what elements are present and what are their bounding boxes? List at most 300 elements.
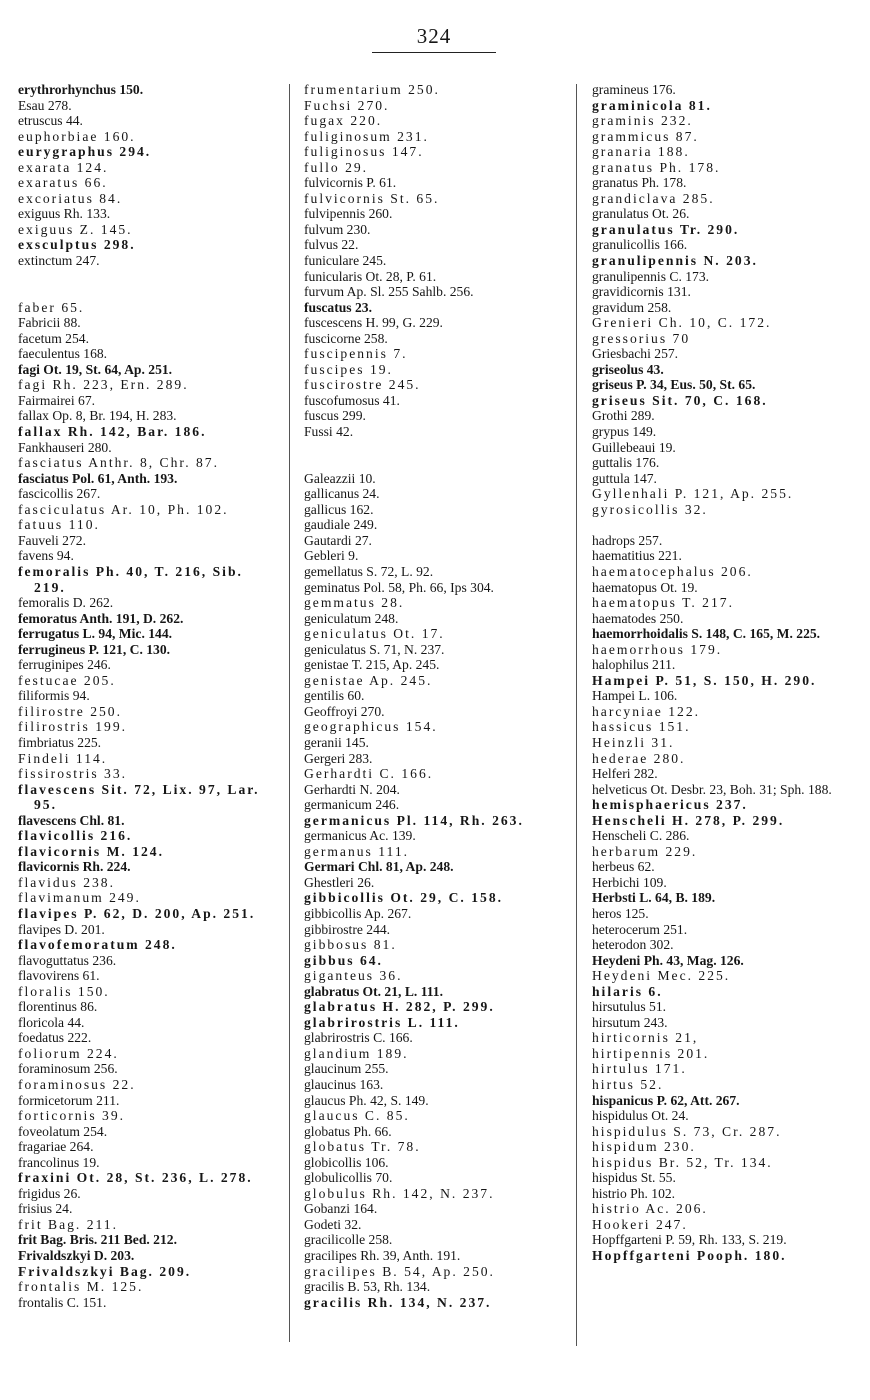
index-entry-text: graminicola 81. bbox=[592, 97, 712, 113]
index-entry bbox=[304, 859, 566, 875]
index-entry bbox=[304, 1201, 566, 1217]
index-entry bbox=[304, 548, 566, 564]
index-entry bbox=[18, 424, 280, 440]
index-entry bbox=[18, 1186, 280, 1202]
index-entry bbox=[304, 346, 566, 362]
index-entry bbox=[18, 377, 280, 393]
index-entry bbox=[304, 533, 566, 549]
index-entry-text: Helferi 282. bbox=[592, 766, 658, 782]
index-entry-text: gibbirostre 244. bbox=[304, 921, 391, 937]
index-entry bbox=[304, 1186, 566, 1202]
index-entry-text: Gerhardti N. 204. bbox=[304, 781, 400, 797]
index-entry-text: Gobanzi 164. bbox=[304, 1201, 378, 1217]
index-entry-text: floralis 150. bbox=[18, 983, 110, 999]
index-entry-text: histrio Ac. 206. bbox=[592, 1201, 708, 1217]
index-entry bbox=[18, 191, 280, 207]
index-entry-text: hirtus 52. bbox=[592, 1077, 664, 1092]
index-entry-text: faeculentus 168. bbox=[18, 346, 108, 362]
index-entry bbox=[592, 1124, 862, 1140]
index-entry bbox=[592, 1155, 862, 1171]
index-entry bbox=[304, 1139, 566, 1155]
index-entry-text: exiguus Z. 145. bbox=[18, 221, 133, 237]
index-entry bbox=[18, 953, 280, 969]
index-entry bbox=[18, 455, 280, 471]
index-entry-text: hassicus 151. bbox=[592, 719, 691, 735]
index-entry-text: flavescens Sit. 72, Lix. 97, Lar. 95. bbox=[18, 781, 260, 813]
index-entry bbox=[592, 113, 862, 129]
index-entry bbox=[18, 1108, 280, 1124]
index-gap bbox=[18, 284, 280, 300]
index-entry-text: frontalis C. 151. bbox=[18, 1294, 107, 1310]
index-entry bbox=[592, 1015, 862, 1031]
index-entry-text: fimbriatus 225. bbox=[18, 734, 102, 750]
index-entry-text: gracilipes B. 54, Ap. 250. bbox=[304, 1263, 495, 1279]
index-entry-text: glabratus H. 282, P. 299. bbox=[304, 999, 495, 1015]
index-entry-text: fullo 29. bbox=[304, 159, 369, 175]
index-entry bbox=[18, 502, 280, 518]
index-entry-text: fuscirostre 245. bbox=[304, 377, 421, 393]
index-entry bbox=[304, 315, 566, 331]
index-entry bbox=[304, 968, 566, 984]
index-entry bbox=[304, 331, 566, 347]
index-entry bbox=[304, 253, 566, 269]
index-entry bbox=[18, 688, 280, 704]
index-entry bbox=[304, 1248, 566, 1264]
index-entry bbox=[18, 890, 280, 906]
index-entry-text: Frivaldszkyi Bag. 209. bbox=[18, 1263, 192, 1279]
index-entry-text: Hampei L. 106. bbox=[592, 688, 678, 704]
index-entry-text: flavipes D. 201. bbox=[18, 921, 105, 937]
index-entry bbox=[304, 984, 566, 1000]
index-entry-text: gibbicollis Ot. 29, C. 158. bbox=[304, 890, 504, 906]
index-entry bbox=[18, 611, 280, 627]
index-entry-text: fuscescens H. 99, G. 229. bbox=[304, 315, 443, 331]
index-entry bbox=[592, 129, 862, 145]
index-entry bbox=[592, 1139, 862, 1155]
index-entry-text: haematitius 221. bbox=[592, 548, 682, 564]
index-entry-text: haemorrhoidalis S. 148, C. 165, M. 225. bbox=[592, 626, 821, 642]
index-entry-text: foliorum 224. bbox=[18, 1045, 119, 1061]
index-entry bbox=[304, 160, 566, 176]
index-entry-text: fuscicorne 258. bbox=[304, 330, 388, 346]
index-entry-text: globatus Tr. 78. bbox=[304, 1139, 421, 1155]
index-entry bbox=[592, 735, 862, 751]
index-entry-text: gracilicolle 258. bbox=[304, 1232, 393, 1248]
index-entry bbox=[304, 999, 566, 1015]
index-entry-text: grammicus 87. bbox=[592, 128, 699, 144]
page-number: 324 bbox=[416, 24, 452, 48]
index-entry-text: Fuchsi 270. bbox=[304, 97, 390, 113]
index-entry-text: fuscus 299. bbox=[304, 408, 366, 424]
index-entry bbox=[18, 144, 280, 160]
index-entry-text: fuliginosus 147. bbox=[304, 144, 424, 160]
index-entry-text: gallicanus 24. bbox=[304, 486, 380, 502]
index-entry bbox=[592, 160, 862, 176]
index-entry bbox=[304, 237, 566, 253]
index-entry-text: gracilis B. 53, Rh. 134. bbox=[304, 1279, 431, 1295]
index-entry bbox=[592, 548, 862, 564]
index-entry-text: glaucinus 163. bbox=[304, 1077, 384, 1092]
index-entry-text: grandiclava 285. bbox=[592, 190, 715, 206]
index-entry-text: foedatus 222. bbox=[18, 1030, 92, 1046]
index-entry bbox=[18, 1232, 280, 1248]
index-entry-text: hirtulus 171. bbox=[592, 1061, 687, 1077]
index-entry-text: Fabricii 88. bbox=[18, 315, 81, 331]
index-entry-text: gracilis Rh. 134, N. 237. bbox=[304, 1294, 492, 1310]
index-entry-text: granulatus Ot. 26. bbox=[592, 206, 690, 222]
index-entry bbox=[592, 564, 862, 580]
index-entry bbox=[18, 937, 280, 953]
index-entry-text: Henscheli H. 278, P. 299. bbox=[592, 812, 785, 828]
index-entry bbox=[592, 98, 862, 114]
index-entry bbox=[18, 1046, 280, 1062]
index-entry-text: flavoguttatus 236. bbox=[18, 952, 117, 968]
index-entry bbox=[592, 984, 862, 1000]
index-entry bbox=[592, 922, 862, 938]
index-entry bbox=[304, 1061, 566, 1077]
index-entry bbox=[304, 657, 566, 673]
index-entry bbox=[18, 828, 280, 844]
index-entry bbox=[304, 595, 566, 611]
index-entry bbox=[304, 377, 566, 393]
index-entry bbox=[592, 486, 862, 502]
index-entry-text: fatuus 110. bbox=[18, 517, 100, 533]
index-entry bbox=[18, 1139, 280, 1155]
index-entry-text: Gyllenhali P. 121, Ap. 255. bbox=[592, 486, 794, 502]
index-entry bbox=[18, 719, 280, 735]
index-entry bbox=[304, 269, 566, 285]
index-entry bbox=[18, 673, 280, 689]
index-entry-text: etruscus 44. bbox=[18, 113, 83, 129]
index-entry-text: Fussi 42. bbox=[304, 424, 354, 440]
index-entry-text: grypus 149. bbox=[592, 424, 657, 440]
index-entry-text: Gebleri 9. bbox=[304, 548, 359, 564]
index-entry-text: furvum Ap. Sl. 255 Sahlb. 256. bbox=[304, 284, 474, 300]
index-entry bbox=[18, 1124, 280, 1140]
index-entry bbox=[592, 1232, 862, 1248]
index-entry bbox=[18, 906, 280, 922]
index-entry-text: granaria 188. bbox=[592, 144, 690, 160]
index-entry bbox=[592, 782, 862, 798]
index-entry-text: glaucus C. 85. bbox=[304, 1108, 410, 1124]
index-entry-text: histrio Ph. 102. bbox=[592, 1185, 676, 1201]
index-entry bbox=[304, 719, 566, 735]
index-entry-text: frontalis M. 125. bbox=[18, 1279, 144, 1295]
index-entry-text: flavescens Chl. 81. bbox=[18, 812, 125, 828]
index-entry-text: gibbosus 81. bbox=[304, 937, 397, 953]
index-entry bbox=[18, 517, 280, 533]
index-entry-text: foveolatum 254. bbox=[18, 1123, 108, 1139]
index-entry-text: genistae Ap. 245. bbox=[304, 672, 433, 688]
index-entry-text: favens 94. bbox=[18, 548, 74, 564]
index-entry bbox=[592, 300, 862, 316]
index-entry bbox=[18, 471, 280, 487]
index-entry-text: gaudiale 249. bbox=[304, 517, 378, 533]
index-entry-text: griseus P. 34, Eus. 50, St. 65. bbox=[592, 377, 756, 393]
index-entry-text: glaucinum 255. bbox=[304, 1061, 389, 1077]
index-entry-text: festucae 205. bbox=[18, 672, 116, 688]
index-entry-text: forticornis 39. bbox=[18, 1108, 126, 1124]
index-entry bbox=[304, 82, 566, 98]
index-entry-text: guttalis 176. bbox=[592, 455, 660, 471]
index-entry-text: hispidus Br. 52, Tr. 134. bbox=[592, 1154, 773, 1170]
index-entry-text: hemisphaericus 237. bbox=[592, 797, 748, 813]
index-entry-text: Fauveli 272. bbox=[18, 532, 86, 548]
index-entry bbox=[18, 1295, 280, 1311]
index-entry-text: Fairmairei 67. bbox=[18, 392, 96, 408]
index-entry bbox=[18, 129, 280, 145]
index-entry-text: glandium 189. bbox=[304, 1045, 409, 1061]
index-entry bbox=[304, 1217, 566, 1233]
index-entry-text: fascicollis 267. bbox=[18, 486, 101, 502]
index-entry bbox=[18, 393, 280, 409]
index-entry bbox=[592, 580, 862, 596]
index-entry bbox=[304, 937, 566, 953]
index-entry-text: floricola 44. bbox=[18, 1014, 85, 1030]
index-entry bbox=[592, 471, 862, 487]
index-entry bbox=[592, 237, 862, 253]
index-entry bbox=[18, 222, 280, 238]
index-entry-text: fallax Op. 8, Br. 194, H. 283. bbox=[18, 408, 177, 424]
index-entry bbox=[304, 144, 566, 160]
index-column-3 bbox=[592, 82, 862, 1264]
index-entry-text: gemmatus 28. bbox=[304, 595, 405, 611]
index-entry-text: geniculatum 248. bbox=[304, 610, 399, 626]
index-entry-text: filirostris 199. bbox=[18, 719, 128, 735]
index-entry bbox=[592, 206, 862, 222]
index-entry bbox=[592, 595, 862, 611]
index-entry-text: Grothi 289. bbox=[592, 408, 655, 424]
index-entry-text: fasciatus Pol. 61, Anth. 193. bbox=[18, 470, 178, 486]
index-entry-text: Godeti 32. bbox=[304, 1216, 362, 1232]
index-entry-text: hederae 280. bbox=[592, 750, 686, 766]
index-entry bbox=[304, 922, 566, 938]
index-entry-text: gramineus 176. bbox=[592, 82, 676, 97]
index-entry-text: gentilis 60. bbox=[304, 688, 365, 704]
index-entry bbox=[592, 906, 862, 922]
index-entry bbox=[304, 875, 566, 891]
index-entry-text: guttula 147. bbox=[592, 470, 657, 486]
index-entry bbox=[592, 144, 862, 160]
index-entry-text: gallicus 162. bbox=[304, 501, 374, 517]
index-entry-text: frigidus 26. bbox=[18, 1185, 81, 1201]
index-entry bbox=[592, 1248, 862, 1264]
index-entry-text: gemellatus S. 72, L. 92. bbox=[304, 563, 434, 579]
index-entry bbox=[592, 362, 862, 378]
index-entry-text: glabrirostris L. 111. bbox=[304, 1014, 460, 1030]
index-entry-text: haematodes 250. bbox=[592, 610, 684, 626]
index-entry bbox=[18, 1155, 280, 1171]
index-entry bbox=[18, 362, 280, 378]
index-entry bbox=[18, 564, 280, 595]
index-entry bbox=[304, 424, 566, 440]
index-entry bbox=[304, 129, 566, 145]
index-entry-text: Germari Chl. 81, Ap. 248. bbox=[304, 859, 454, 875]
index-entry-text: erythrorhynchus 150. bbox=[18, 82, 144, 97]
index-entry bbox=[304, 1264, 566, 1280]
index-entry-text: funicularis Ot. 28, P. 61. bbox=[304, 268, 437, 284]
index-entry-text: globatus Ph. 66. bbox=[304, 1123, 392, 1139]
index-entry-text: granatus Ph. 178. bbox=[592, 175, 687, 191]
index-entry-text: harcyniae 122. bbox=[592, 703, 701, 719]
index-entry-text: fulvicornis St. 65. bbox=[304, 190, 440, 206]
index-entry bbox=[304, 1279, 566, 1295]
index-entry bbox=[304, 844, 566, 860]
index-gap bbox=[304, 440, 566, 456]
index-entry bbox=[18, 859, 280, 875]
index-entry-text: hirticornis 21, bbox=[592, 1030, 699, 1046]
index-entry bbox=[18, 844, 280, 860]
index-entry-text: filirostre 250. bbox=[18, 703, 122, 719]
index-entry-text: filiformis 94. bbox=[18, 688, 90, 704]
index-entry-text: Esau 278. bbox=[18, 97, 72, 113]
index-entry-text: granulipennis C. 173. bbox=[592, 268, 710, 284]
index-column-2 bbox=[304, 82, 566, 1310]
index-entry bbox=[592, 797, 862, 813]
index-entry bbox=[18, 300, 280, 316]
index-entry-text: herbeus 62. bbox=[592, 859, 655, 875]
index-entry-text: gibbicollis Ap. 267. bbox=[304, 905, 412, 921]
index-entry bbox=[18, 1264, 280, 1280]
index-entry-text: francolinus 19. bbox=[18, 1154, 100, 1170]
index-entry-text: Gergeri 283. bbox=[304, 750, 373, 766]
index-entry-text: glabratus Ot. 21, L. 111. bbox=[304, 983, 443, 999]
index-entry bbox=[592, 346, 862, 362]
index-entry-text: Herbsti L. 64, B. 189. bbox=[592, 890, 716, 906]
index-entry-text: fulvum 230. bbox=[304, 221, 371, 237]
index-entry-text: glabrirostris C. 166. bbox=[304, 1030, 413, 1046]
index-entry-text: hadrops 257. bbox=[592, 532, 663, 548]
index-entry-text: germanicus Pl. 114, Rh. 263. bbox=[304, 812, 524, 828]
index-entry-text: haemorrhous 179. bbox=[592, 641, 723, 657]
index-entry bbox=[18, 1279, 280, 1295]
index-entry-text: femoralis D. 262. bbox=[18, 595, 114, 611]
index-entry bbox=[592, 999, 862, 1015]
index-entry-text: fugax 220. bbox=[304, 113, 383, 129]
index-entry-text: flavidus 238. bbox=[18, 874, 115, 890]
index-entry bbox=[304, 300, 566, 316]
index-entry bbox=[304, 1108, 566, 1124]
index-entry-text: ferrugatus L. 94, Mic. 144. bbox=[18, 626, 173, 642]
index-entry-text: fissirostris 33. bbox=[18, 766, 128, 782]
index-entry bbox=[18, 253, 280, 269]
index-entry-text: hirsutum 243. bbox=[592, 1014, 668, 1030]
index-entry bbox=[304, 191, 566, 207]
index-entry-text: exarata 124. bbox=[18, 159, 109, 175]
index-entry-text: geniculatus Ot. 17. bbox=[304, 626, 445, 642]
index-entry-text: giganteus 36. bbox=[304, 968, 403, 984]
index-entry bbox=[18, 642, 280, 658]
index-entry-text: Grenieri Ch. 10, C. 172. bbox=[592, 315, 772, 331]
index-entry bbox=[304, 735, 566, 751]
index-entry-text: fagi Ot. 19, St. 64, Ap. 251. bbox=[18, 361, 173, 377]
index-entry-text: Heinzli 31. bbox=[592, 734, 675, 750]
index-entry bbox=[18, 408, 280, 424]
index-entry-text: fagi Rh. 223, Ern. 289. bbox=[18, 377, 189, 393]
index-entry bbox=[592, 284, 862, 300]
index-entry-text: Findeli 114. bbox=[18, 750, 108, 766]
index-entry-text: Hampei P. 51, S. 150, H. 290. bbox=[592, 672, 817, 688]
index-entry-text: heterocerum 251. bbox=[592, 921, 688, 937]
index-entry bbox=[18, 175, 280, 191]
index-entry bbox=[592, 393, 862, 409]
index-entry bbox=[592, 844, 862, 860]
index-entry-text: Hopffgarteni Pooph. 180. bbox=[592, 1248, 787, 1264]
index-entry bbox=[304, 206, 566, 222]
index-entry bbox=[304, 1077, 566, 1093]
index-entry-text: germanicus Ac. 139. bbox=[304, 828, 416, 844]
index-entry bbox=[18, 1061, 280, 1077]
index-entry-text: hispidum 230. bbox=[592, 1139, 696, 1155]
index-entry-text: granulipennis N. 203. bbox=[592, 253, 758, 269]
index-gap bbox=[304, 455, 566, 471]
index-entry-text: heterodon 302. bbox=[592, 937, 674, 953]
index-entry-text: flavofemoratum 248. bbox=[18, 937, 177, 953]
index-entry bbox=[592, 1093, 862, 1109]
index-entry-text: hispanicus P. 62, Att. 267. bbox=[592, 1092, 740, 1108]
index-entry bbox=[18, 237, 280, 253]
index-entry bbox=[304, 1093, 566, 1109]
index-column-1 bbox=[18, 82, 280, 1310]
index-entry bbox=[304, 362, 566, 378]
index-entry bbox=[592, 455, 862, 471]
index-entry-text: fulvus 22. bbox=[304, 237, 359, 253]
index-entry bbox=[592, 82, 862, 98]
index-entry bbox=[592, 377, 862, 393]
index-entry bbox=[592, 1108, 862, 1124]
index-entry-text: Hookeri 247. bbox=[592, 1216, 688, 1232]
index-entry bbox=[304, 502, 566, 518]
index-entry bbox=[18, 595, 280, 611]
index-entry-text: gibbus 64. bbox=[304, 952, 383, 968]
index-entry-text: Frivaldszkyi D. 203. bbox=[18, 1248, 135, 1264]
index-entry bbox=[304, 1124, 566, 1140]
index-entry bbox=[18, 657, 280, 673]
index-entry-text: hilaris 6. bbox=[592, 983, 663, 999]
index-entry-text: Gautardi 27. bbox=[304, 532, 372, 548]
index-entry bbox=[592, 315, 862, 331]
index-entry bbox=[304, 611, 566, 627]
index-entry-text: geminatus Pol. 58, Ph. 66, Ips 304. bbox=[304, 579, 494, 595]
index-entry-text: frisius 24. bbox=[18, 1201, 73, 1217]
index-entry bbox=[592, 1077, 862, 1093]
index-entry-text: extinctum 247. bbox=[18, 253, 100, 269]
index-entry bbox=[592, 813, 862, 829]
index-entry bbox=[304, 953, 566, 969]
index-entry bbox=[304, 1155, 566, 1171]
index-entry-text: frumentarium 250. bbox=[304, 82, 440, 97]
index-entry-text: ferruginipes 246. bbox=[18, 657, 111, 673]
index-entry-text: exiguus Rh. 133. bbox=[18, 206, 111, 222]
column-divider-left bbox=[289, 84, 290, 1342]
index-entry bbox=[304, 704, 566, 720]
index-entry-text: hispidulus S. 73, Cr. 287. bbox=[592, 1123, 782, 1139]
index-entry-text: Hopffgarteni P. 59, Rh. 133, S. 219. bbox=[592, 1232, 787, 1248]
index-entry-text: fuscipennis 7. bbox=[304, 346, 408, 362]
index-entry bbox=[304, 828, 566, 844]
index-entry-text: fuscipes 19. bbox=[304, 361, 393, 377]
index-entry bbox=[18, 1077, 280, 1093]
index-entry-text: flavicornis M. 124. bbox=[18, 843, 164, 859]
index-entry-text: helveticus Ot. Desbr. 23, Boh. 31; Sph. 188. bbox=[592, 781, 832, 797]
index-entry bbox=[18, 533, 280, 549]
index-entry-text: hispidulus Ot. 24. bbox=[592, 1108, 689, 1124]
index-entry-text: haematocephalus 206. bbox=[592, 563, 753, 579]
index-entry-text: fulvicornis P. 61. bbox=[304, 175, 397, 191]
index-entry bbox=[592, 642, 862, 658]
index-entry bbox=[18, 813, 280, 829]
index-entry bbox=[304, 890, 566, 906]
